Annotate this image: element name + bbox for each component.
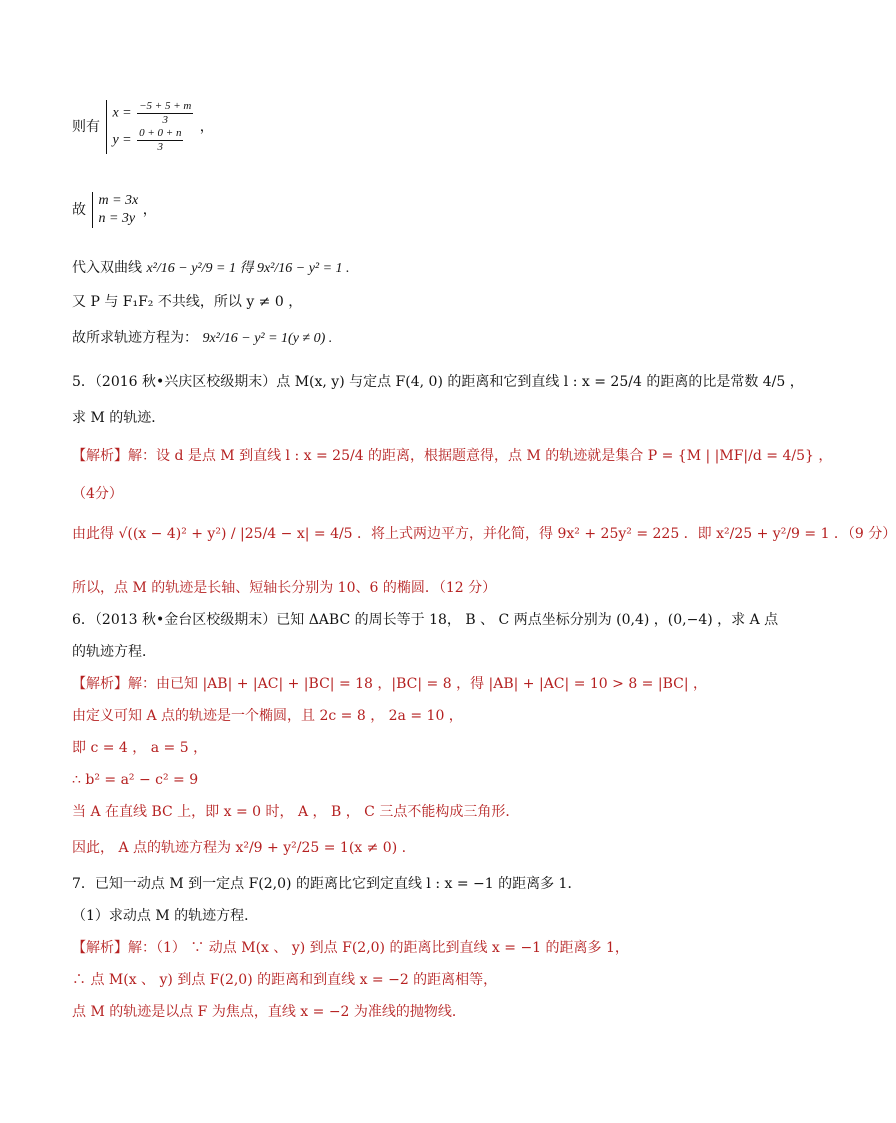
question-7-solution-line-2: ∴ 点 M(x 、 y) 到点 F(2,0) 的距离和到直线 x = −2 的距离相等， xyxy=(72,972,498,988)
x-fraction: $\frac{-5 + 5 + m}{3}$ xyxy=(139,100,192,126)
question-6-statement: 6．（2013 秋•金台区校级期末）已知 ΔABC 的周长等于 18， B 、 C 两点坐标分别为 (0,4) ，(0,−4) ，求 A 点 xyxy=(72,612,779,628)
question-6-solution-line-5: 当 A 在直线 BC 上，即 x = 0 时， A ， B ， C 三点不能构成三角形． xyxy=(72,804,520,820)
trajectory-result-line: 故所求轨迹方程为： 9x²/16 − y² = 1(y ≠ 0) . xyxy=(72,330,333,346)
question-6-statement-cont: 的轨迹方程． xyxy=(72,644,156,660)
analysis-tag: 【解析】 xyxy=(72,940,128,956)
system-prefix: 则有 xyxy=(72,119,100,135)
question-7-solution-line-3: 点 M 的轨迹是以点 F 为焦点，直线 x = −2 为准线的抛物线． xyxy=(72,1004,466,1020)
question-6-solution-line-2: 由定义可知 A 点的轨迹是一个椭圆，且 2c = 8 ， 2a = 10 ， xyxy=(72,708,463,724)
question-6-solution-line-1: 【解析】解：由已知 |AB| + |AC| + |BC| = 18 ，|BC| = 8 ，得 |AB| + |AC| = 10 > 8 = |BC| ， xyxy=(72,676,707,692)
question-5-solution-line-1: 【解析】解：设 d 是点 M 到直线 l : x = 25/4 的距离，根据题意得，点 M 的轨迹就是集合 P = {M | |MF|/d = 4/5} ， xyxy=(72,448,833,464)
question-5-conclusion: 所以，点 M 的轨迹是长轴、短轴长分别为 10、6 的椭圆．（12 分） xyxy=(72,580,497,596)
question-6-conclusion: 因此， A 点的轨迹方程为 x²/9 + y²/25 = 1(x ≠ 0) . xyxy=(72,840,407,856)
question-6-solution-line-4: ∴ b² = a² − c² = 9 xyxy=(72,772,199,788)
substitute-hyperbola-line: 代入双曲线 x²/16 − y²/9 = 1 得 9x²/16 − y² = 1 . xyxy=(72,260,350,276)
analysis-tag: 【解析】 xyxy=(72,676,128,692)
mn-system: m = 3x n = 3y xyxy=(92,192,138,228)
y-fraction: $\frac{0 + 0 + n}{3}$ xyxy=(139,127,182,153)
system-equation-xy: 则有 x = $\frac{-5 + 5 + m}{3}$ y = $\frac{0 + 0 + n}{3}$ ， xyxy=(72,100,214,153)
analysis-tag: 【解析】 xyxy=(72,448,128,464)
question-7-statement: 7．已知一动点 M 到一定点 F(2,0) 的距离比它到定直线 l : x = −1 的距离多 1． xyxy=(72,876,582,892)
coordinate-system: x = $\frac{-5 + 5 + m}{3}$ y = $\frac{0 + 0 + n}{3}$ xyxy=(106,100,195,154)
question-6-solution-line-3: 即 c = 4 ， a = 5 ， xyxy=(72,740,208,756)
question-5-score-note: （4分） xyxy=(72,486,123,502)
question-5-solution-line-2: 由此得 √((x − 4)² + y²) / |25/4 − x| = 4/5 ．将上式两边平方，并化简，得 9x² + 25y² = 225 ．即 x²/25 + y²/9 = 1 ．（9 分） xyxy=(72,526,896,542)
question-5-statement: 5．（2016 秋•兴庆区校级期末）点 M(x, y) 与定点 F(4, 0) 的距离和它到直线 l : x = 25/4 的距离的比是常数 4/5 ， xyxy=(72,374,804,390)
not-collinear-line: 又 P 与 F₁F₂ 不共线，所以 y ≠ 0 ， xyxy=(72,294,303,310)
question-7-part-1: （1）求动点 M 的轨迹方程． xyxy=(72,908,259,924)
system-equation-mn: 故 m = 3x n = 3y ， xyxy=(72,193,157,226)
question-5-statement-cont: 求 M 的轨迹． xyxy=(72,410,166,426)
question-7-solution-line-1: 【解析】解：（1） ∵ 动点 M(x 、 y) 到点 F(2,0) 的距离比到直线 x = −1 的距离多 1， xyxy=(72,940,629,956)
